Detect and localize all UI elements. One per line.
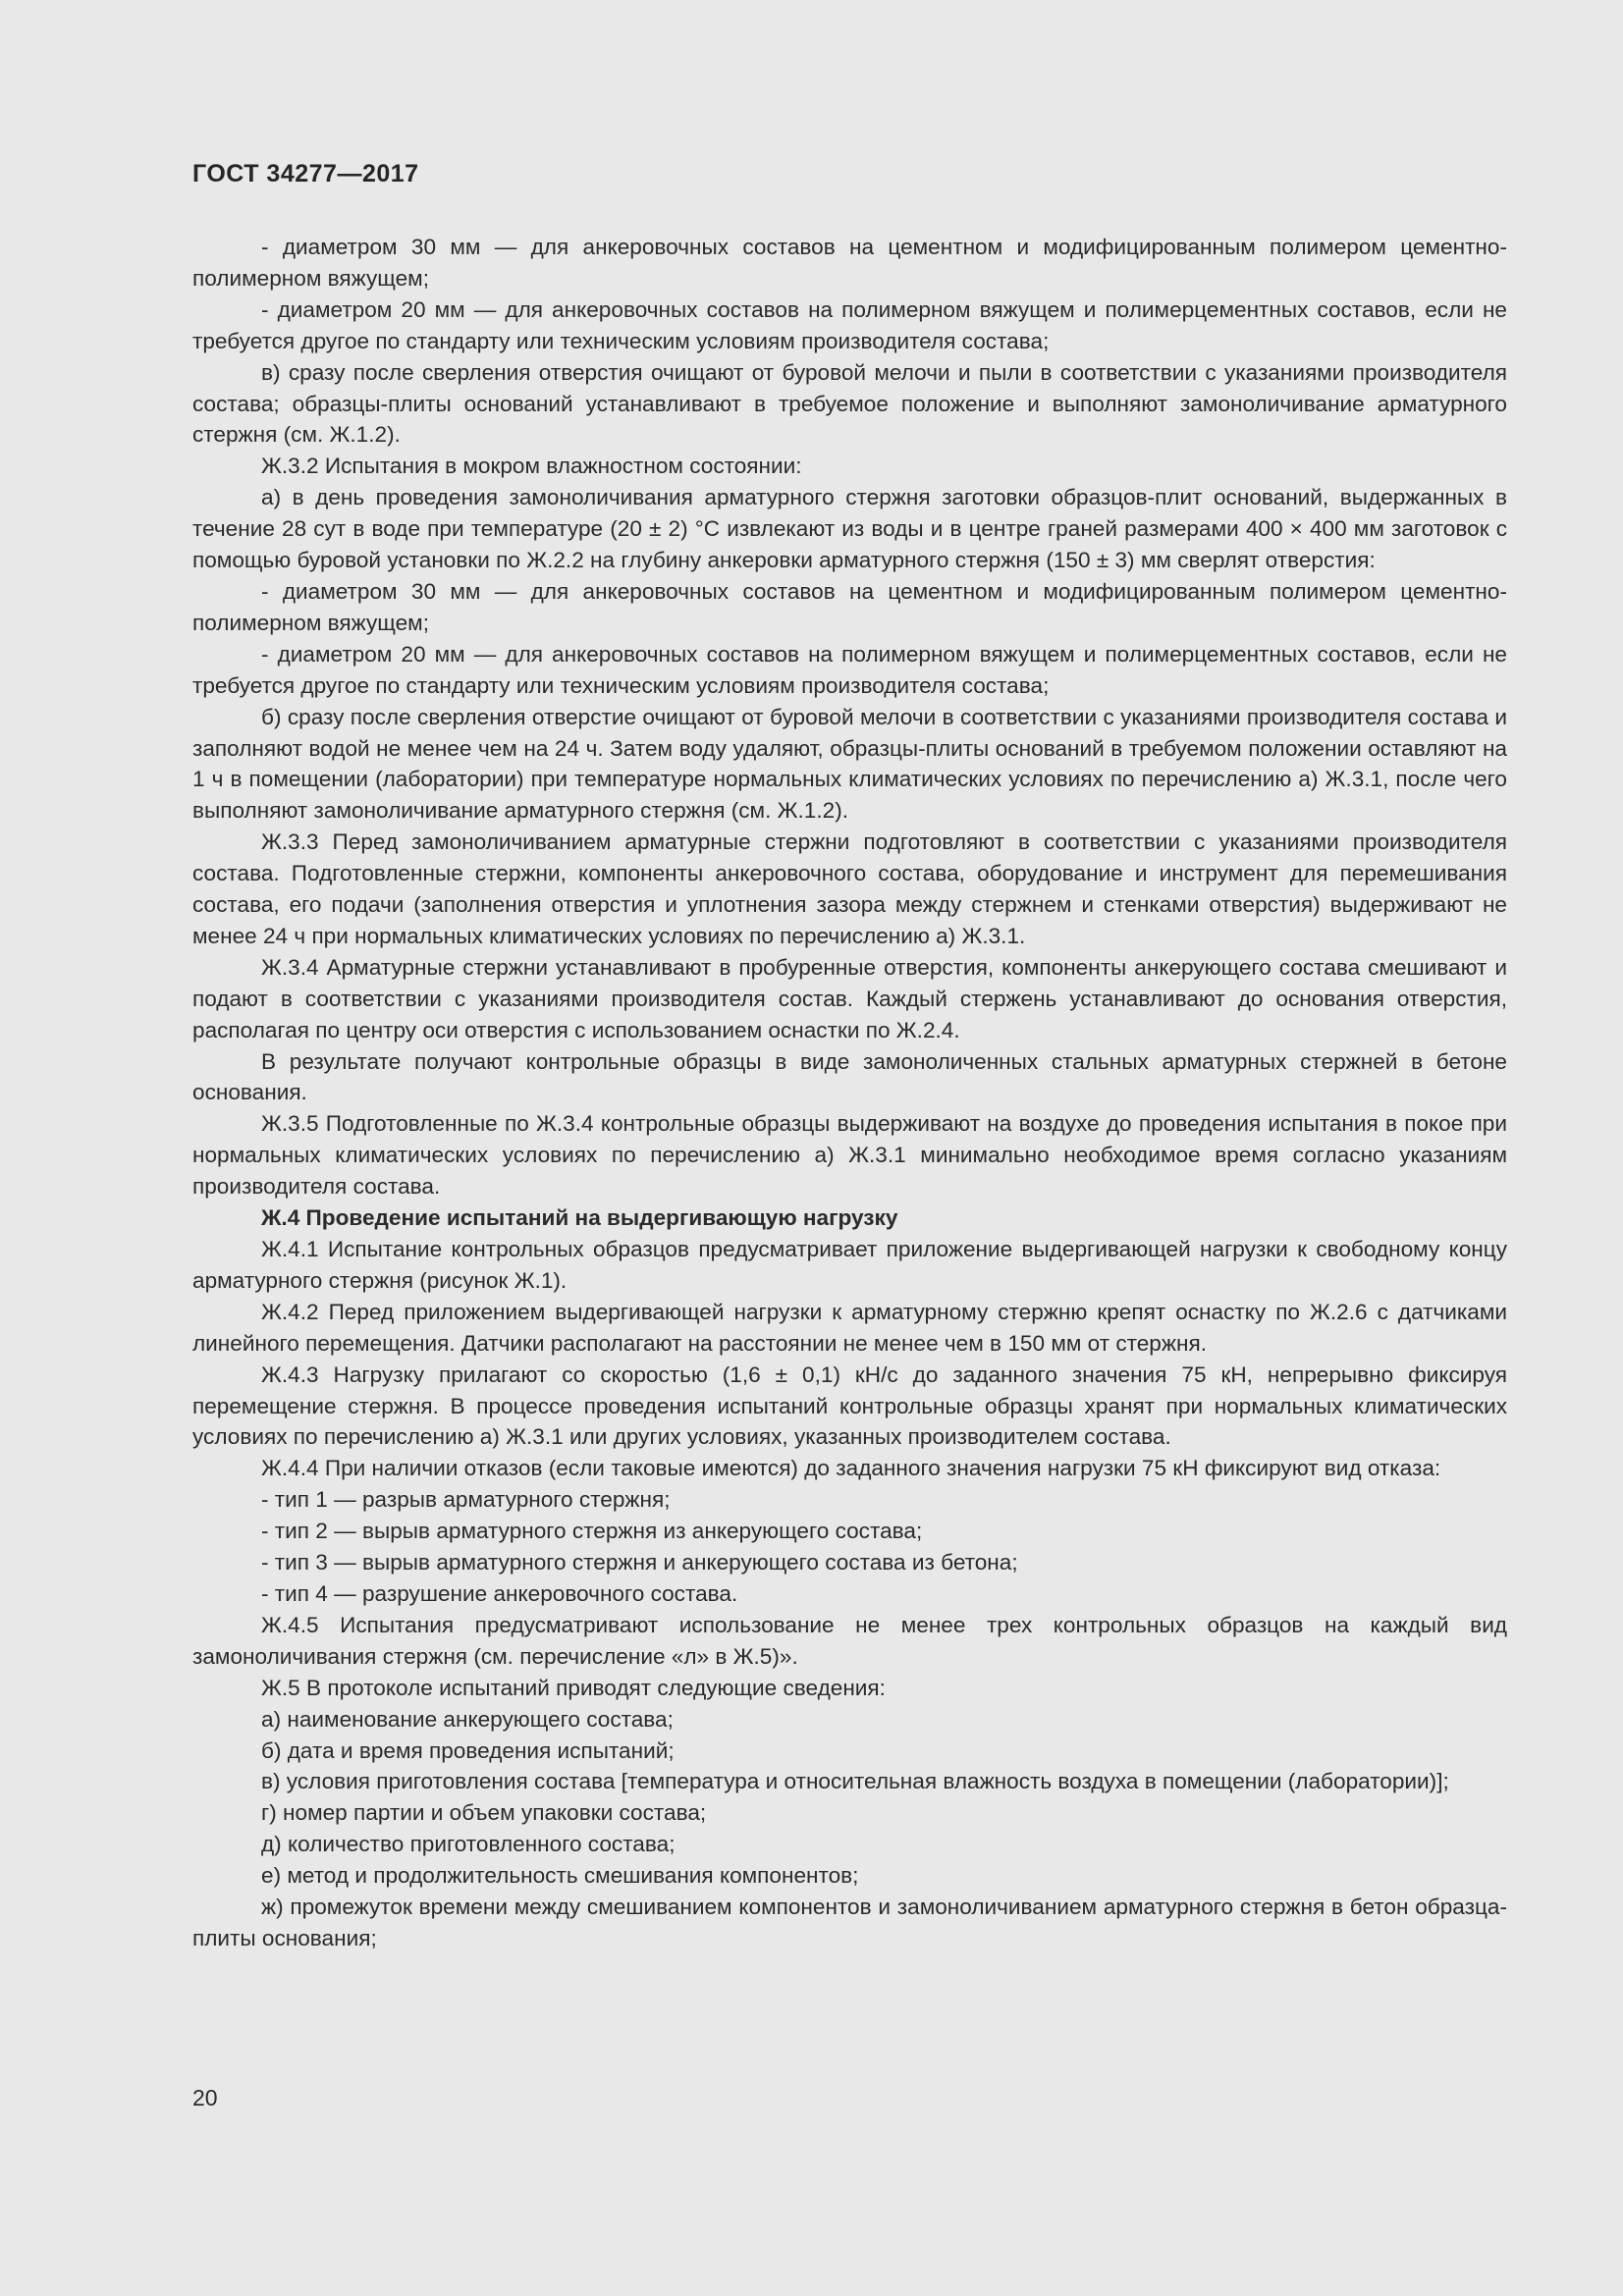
paragraph: Ж.4.2 Перед приложением выдергивающей нагрузки к арматурному стержню крепят оснастку по Ж.2.6 с датчиками линейного перемещения. Датчики располагают на расстоянии не менее чем в 150 мм от стержня. [192, 1299, 1507, 1356]
list-item: г) номер партии и объем упаковки состава; [261, 1800, 707, 1826]
paragraph: а) в день проведения замоноличивания арматурного стержня заготовки образцов-плит оснований, выдержанных в течение 28 сут в воде при температуре (20 ± 2) °С извлекают из воды и в центре граней размерами 400 × 400 мм заготовок с помощью буровой установки по Ж.2.2 на глубину анкеровки арматурного стержня (150 ± 3) мм сверлят отверстия: [192, 485, 1507, 573]
paragraph: Ж.3.3 Перед замоноличиванием арматурные стержни подготовляют в соответствии с указаниями производителя состава. Подготовленные стержни, компоненты анкеровочного состава, оборудование и инструмент для перемешивания состава, его подачи (заполнения отверстия и уплотнения зазора между стержнем и стенками отверстия) выдерживают не менее 24 ч при нормальных климатических условиях по перечислению а) Ж.3.1. [192, 829, 1507, 948]
paragraph: - диаметром 30 мм — для анкеровочных составов на цементном и модифицированным полимером цементно-полимерном вяжущем; [192, 235, 1507, 291]
page-number: 20 [192, 2085, 218, 2110]
paragraph: б) сразу после сверления отверстие очищают от буровой мелочи в соответствии с указаниями производителя состава и заполняют водой не менее чем на 24 ч. Затем воду удаляют, образцы-плиты оснований в требуемом положении оставляют на 1 ч в помещении (лаборатории) при температуре нормальных климатических условиях по перечислению а) Ж.3.1, после чего выполняют замоноличивание арматурного стержня (см. Ж.1.2). [192, 704, 1507, 824]
paragraph: В результате получают контрольные образцы в виде замоноличенных стальных арматурных стержней в бетоне основания. [192, 1048, 1507, 1105]
list-item: д) количество приготовленного состава; [261, 1832, 676, 1857]
paragraph: - диаметром 20 мм — для анкеровочных составов на полимерном вяжущем и полимерцементных составов, если не требуется другое по стандарту или техническим условиям производителя состава; [192, 296, 1507, 353]
paragraph: Ж.3.4 Арматурные стержни устанавливают в пробуренные отверстия, компоненты анкерующего состава смешивают и подают в соответствии с указаниями производителя состав. Каждый стержень устанавливают до основания отверстия, располагая по центру оси отверстия с использованием оснастки по Ж.2.4. [192, 954, 1507, 1042]
list-item: - тип 3 — вырыв арматурного стержня и анкерующего состава из бетона; [261, 1550, 1018, 1575]
paragraph: Ж.3.2 Испытания в мокром влажностном состоянии: [261, 454, 802, 479]
paragraph: - диаметром 30 мм — для анкеровочных составов на цементном и модифицированным полимером цементно-полимерном вяжущем; [192, 578, 1507, 635]
document-header: ГОСТ 34277—2017 [192, 160, 419, 187]
list-item: - тип 1 — разрыв арматурного стержня; [261, 1487, 671, 1513]
paragraph: Ж.4.1 Испытание контрольных образцов предусматривает приложение выдергивающей нагрузки к свободному концу арматурного стержня (рисунок Ж.1). [192, 1237, 1507, 1293]
paragraph: в) сразу после сверления отверстия очищают от буровой мелочи и пыли в соответствии с указаниями производителя состава; образцы-плиты оснований устанавливают в требуемое положение и выполняют замоноличивание арматурного стержня (см. Ж.1.2). [192, 359, 1507, 448]
list-item: - тип 4 — разрушение анкеровочного состава. [261, 1580, 738, 1606]
section-heading: Ж.4 Проведение испытаний на выдергивающую нагрузку [261, 1205, 898, 1231]
paragraph: Ж.4.5 Испытания предусматривают использование не менее трех контрольных образцов на каждый вид замоноличивания стержня (см. перечисление «л» в Ж.5)». [192, 1612, 1507, 1669]
paragraph: Ж.4.3 Нагрузку прилагают со скоростью (1,6 ± 0,1) кН/с до заданного значения 75 кН, непрерывно фиксируя перемещение стержня. В процессе проведения испытаний контрольные образцы хранят при нормальных климатических условиях по перечислению а) Ж.3.1 или других условиях, указанных производителем состава. [192, 1362, 1507, 1450]
paragraph: Ж.3.5 Подготовленные по Ж.3.4 контрольные образцы выдерживают на воздухе до проведения испытания в покое при нормальных климатических условиях по перечислению а) Ж.3.1 минимально необходимое время согласно указаниям производителя состава. [192, 1111, 1507, 1200]
list-item: в) условия приготовления состава [температура и относительная влажность воздуха в помещении (лаборатории)]; [261, 1769, 1449, 1794]
list-item: ж) промежуток времени между смешиванием компонентов и замоноличиванием арматурного стержня в бетон образца-плиты основания; [192, 1895, 1507, 1950]
paragraph: Ж.5 В протоколе испытаний приводят следующие сведения: [261, 1675, 886, 1700]
list-item: а) наименование анкерующего состава; [261, 1706, 674, 1732]
paragraph: - диаметром 20 мм — для анкеровочных составов на полимерном вяжущем и полимерцементных составов, если не требуется другое по стандарту или техническим условиям производителя состава; [192, 641, 1507, 698]
paragraph: Ж.4.4 При наличии отказов (если таковые имеются) до заданного значения нагрузки 75 кН фиксируют вид отказа: [261, 1456, 1441, 1481]
list-item: б) дата и время проведения испытаний; [261, 1737, 675, 1763]
document-body [192, 232, 1507, 1954]
list-item: - тип 2 — вырыв арматурного стержня из анкерующего состава; [261, 1519, 923, 1544]
list-item: е) метод и продолжительность смешивания компонентов; [261, 1863, 859, 1889]
